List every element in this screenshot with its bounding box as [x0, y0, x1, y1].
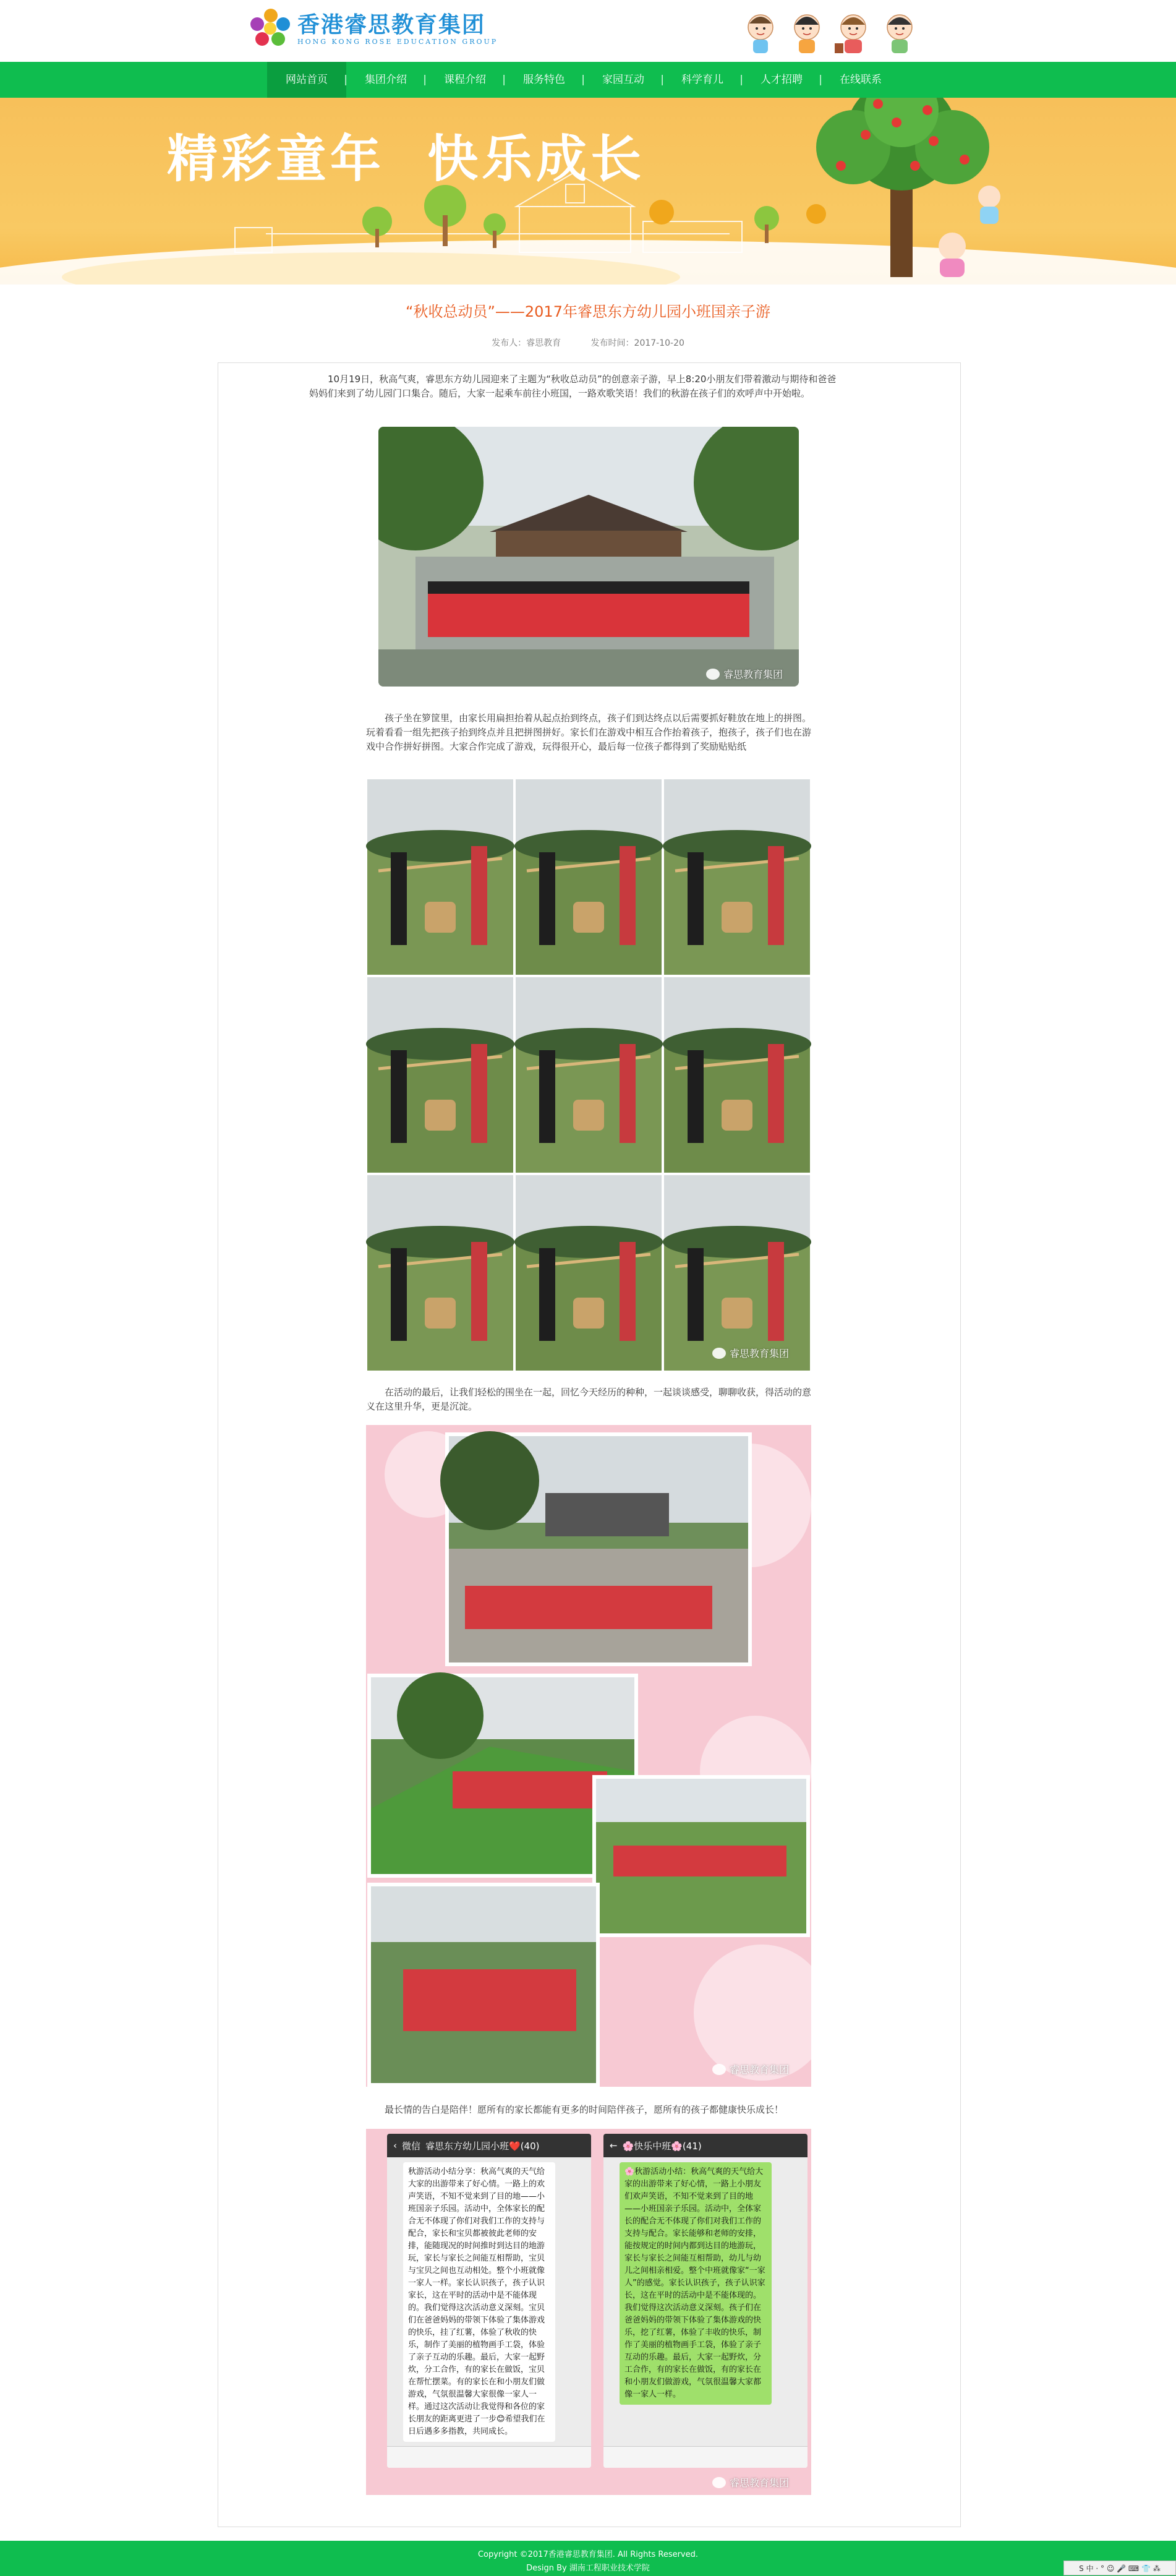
group-photo-image: [378, 427, 799, 687]
logo-english-name: HONG KONG ROSE EDUCATION GROUP: [297, 37, 498, 46]
ime-toolbar[interactable]: S 中 · ° ☺ 🎤 ⌨ 👕 ⁂: [1063, 2561, 1176, 2575]
chat-title-left: 睿思东方幼儿园小班❤️(40): [425, 2140, 540, 2152]
collage-photo-image: [366, 1425, 811, 2087]
article-title: “秋收总动员”——2017年睿思东方幼儿园小班国亲子游: [406, 303, 770, 320]
chat-header-left: [387, 2134, 591, 2157]
nav-separator: |: [581, 74, 585, 86]
main-navigation: [0, 62, 1176, 98]
article-paragraph-1: 10月19日，秋高气爽，睿思东方幼儿园迎来了主题为“秋收总动员”的创意亲子游，早上8:20小朋友们带着激动与期待和爸爸妈妈们来到了幼儿园门口集合。随后，大家一起乘车前往小班国，一路欢歌笑语！我们的秋游在孩子们的欢呼声中开始啦。: [309, 374, 837, 399]
activity-photo-grid-image: [366, 778, 811, 1372]
grid-photo-cell: [366, 779, 514, 975]
article-publisher: 发布人：睿思教育: [492, 338, 561, 348]
grid-photo-cell: [663, 977, 811, 1173]
footer-copyright: Copyright ©2017香港睿思教育集团. All Rights Reserved.: [477, 2550, 699, 2559]
logo-flower-icon: [250, 9, 291, 49]
grid-photo-cell: [514, 977, 663, 1173]
site-logo[interactable]: [250, 9, 498, 49]
chat-screenshots: [366, 2129, 811, 2495]
chat-window-left: [387, 2134, 591, 2468]
collage-photo: [366, 1425, 811, 2087]
nav-item-label: 家园互动: [602, 74, 644, 86]
chat-header-right: [603, 2134, 807, 2157]
photo-watermark: 睿思教育集团: [706, 667, 783, 681]
nav-separator: |: [660, 74, 664, 86]
group-photo: [378, 427, 799, 687]
nav-item-label: 服务特色: [523, 74, 565, 86]
wechat-icon: [712, 2064, 726, 2075]
chat-input-bar-right: [603, 2446, 807, 2468]
site-footer: [0, 2541, 1176, 2576]
nav-item-6[interactable]: [742, 62, 821, 98]
chat-watermark: 睿思教育集团: [712, 2475, 789, 2489]
grid-photo-cell: [366, 1175, 514, 1371]
nav-item-4[interactable]: [584, 62, 663, 98]
nav-item-0[interactable]: [267, 62, 346, 98]
nav-item-label: 网站首页: [286, 74, 328, 86]
nav-item-3[interactable]: [505, 62, 584, 98]
chat-input-bar-left: [387, 2446, 591, 2468]
nav-separator: |: [423, 74, 427, 86]
nav-item-label: 课程介绍: [444, 74, 486, 86]
collage-watermark: 睿思教育集团: [712, 2062, 789, 2076]
nav-separator: |: [502, 74, 506, 86]
nav-item-1[interactable]: [346, 62, 425, 98]
activity-photo-grid: [366, 778, 811, 1372]
nav-separator: |: [819, 74, 822, 86]
nav-item-5[interactable]: [663, 62, 742, 98]
article-meta: [0, 336, 1176, 349]
logo-chinese-name: 香港睿思教育集团: [297, 12, 486, 38]
nav-item-label: 人才招聘: [761, 74, 803, 86]
back-arrow-icon: ‹: [393, 2140, 397, 2151]
grid-watermark: 睿思教育集团: [712, 1346, 789, 1360]
article-paragraph-3: 在活动的最后，让我们轻松的围坐在一起，回忆今天经历的种种，一起谈谈感受，聊聊收获，得活动的意义在这里升华，更是沉淀。: [366, 1387, 812, 1412]
chat-message-left: 秋游活动小结分享：秋高气爽的天气给大家的出游带来了好心情。一路上的欢声笑语，不知不觉来到了目的地——小班国亲子乐园。活动中，全体家长的配合无不体现了你们对我们工作的支持与配合，家长和宝贝都被彼此老师的安排，能随现况的时间推时到达目的地游玩，家长与家长之间能互相帮助，宝贝与宝贝之间也互动相处。整个小班就像一家人一样。家长认识孩子，孩子认识家长，这在平时的活动中是不能体现的。我们觉得这次活动意义深刻。宝贝们在爸爸妈妈的带领下体验了集体游戏的快乐，挂了红薯，体验了秋收的快乐，制作了美丽的植物画手工袋，体验了亲子互动的乐趣。最后，大家一起野炊，分工合作，有的家长在做饭，宝贝在帮忙摆菜。有的家长在和小朋友们做游戏，气氛很温馨大家很像一家人一样。通过这次活动让我觉得和各位的家长朋友的距离更进了一步😊希望我们在日后遇多多指教，共同成长。: [403, 2162, 555, 2442]
wechat-icon: [712, 2477, 726, 2488]
banner-slogan: 精彩童年 快乐成长: [167, 130, 646, 189]
nav-item-label: 科学育儿: [681, 74, 723, 86]
nav-item-label: 集团介绍: [365, 74, 407, 86]
chat-title-right: 🌸快乐中班🌸(41): [622, 2140, 702, 2152]
wechat-icon: [706, 669, 720, 680]
article-paragraph-4: 最长情的告白是陪伴！愿所有的家长都能有更多的时间陪伴孩子，愿所有的孩子都健康快乐成长！: [385, 2104, 784, 2115]
site-header: [0, 0, 1176, 62]
chat-window-right: [603, 2134, 807, 2468]
back-arrow-icon: ←: [610, 2140, 618, 2151]
chat-back-label: 微信: [402, 2140, 421, 2152]
cartoon-kids-illustration: [742, 6, 927, 57]
wechat-icon: [712, 1348, 726, 1359]
article-publish-time: 发布时间：2017-10-20: [590, 338, 684, 348]
nav-item-7[interactable]: [821, 62, 900, 98]
nav-separator: |: [344, 74, 347, 86]
hero-banner: [0, 98, 1176, 285]
nav-separator: |: [739, 74, 743, 86]
grid-photo-cell: [663, 779, 811, 975]
grid-photo-cell: [663, 1175, 811, 1371]
footer-design-credit[interactable]: Design By 湖南工程职业技术学院: [526, 2564, 650, 2573]
grid-photo-cell: [514, 779, 663, 975]
nav-item-2[interactable]: [425, 62, 505, 98]
grid-photo-cell: [366, 977, 514, 1173]
grid-photo-cell: [514, 1175, 663, 1371]
chat-message-right: 🌸秋游活动小结：秋高气爽的天气给大家的出游带来了好心情，一路上小朋友们欢声笑语，不知不觉来到了目的地——小班国亲子乐园。活动中，全体家长的配合无不体现了你们对我们工作的支持与配合。家长能够和老师的安排，能按规定的时间内都到达目的地游玩，家长与家长之间能互相帮助，幼儿与幼儿之间相亲相爱。整个中班就像家“一家人”的感觉。家长认识孩子，孩子认识家长，这在平时的活动中是不能体现的。我们觉得这次活动意义深刻。孩子们在爸爸妈妈的带领下体验了集体游戏的快乐，挖了红薯，体验了丰收的快乐，制作了美丽的植物画手工袋，体验了亲子互动的乐趣。最后，大家一起野炊，分工合作，有的家长在做饭，有的家长在和小朋友们做游戏，气氛很温馨大家都像一家人一样。: [620, 2162, 772, 2405]
nav-item-label: 在线联系: [840, 74, 882, 86]
article-paragraph-2: 孩子坐在箩筐里，由家长用扁担抬着从起点抬到终点，孩子们到达终点以后需要抓好鞋放在地上的拼图。玩着看看一组先把孩子抬到终点并且把拼图拼好。家长们在游戏中相互合作抬着孩子，抱孩子，孩子们也在游戏中合作拼好拼图。大家合作完成了游戏，玩得很开心，最后每一位孩子都得到了奖励贴贴纸: [366, 712, 812, 752]
